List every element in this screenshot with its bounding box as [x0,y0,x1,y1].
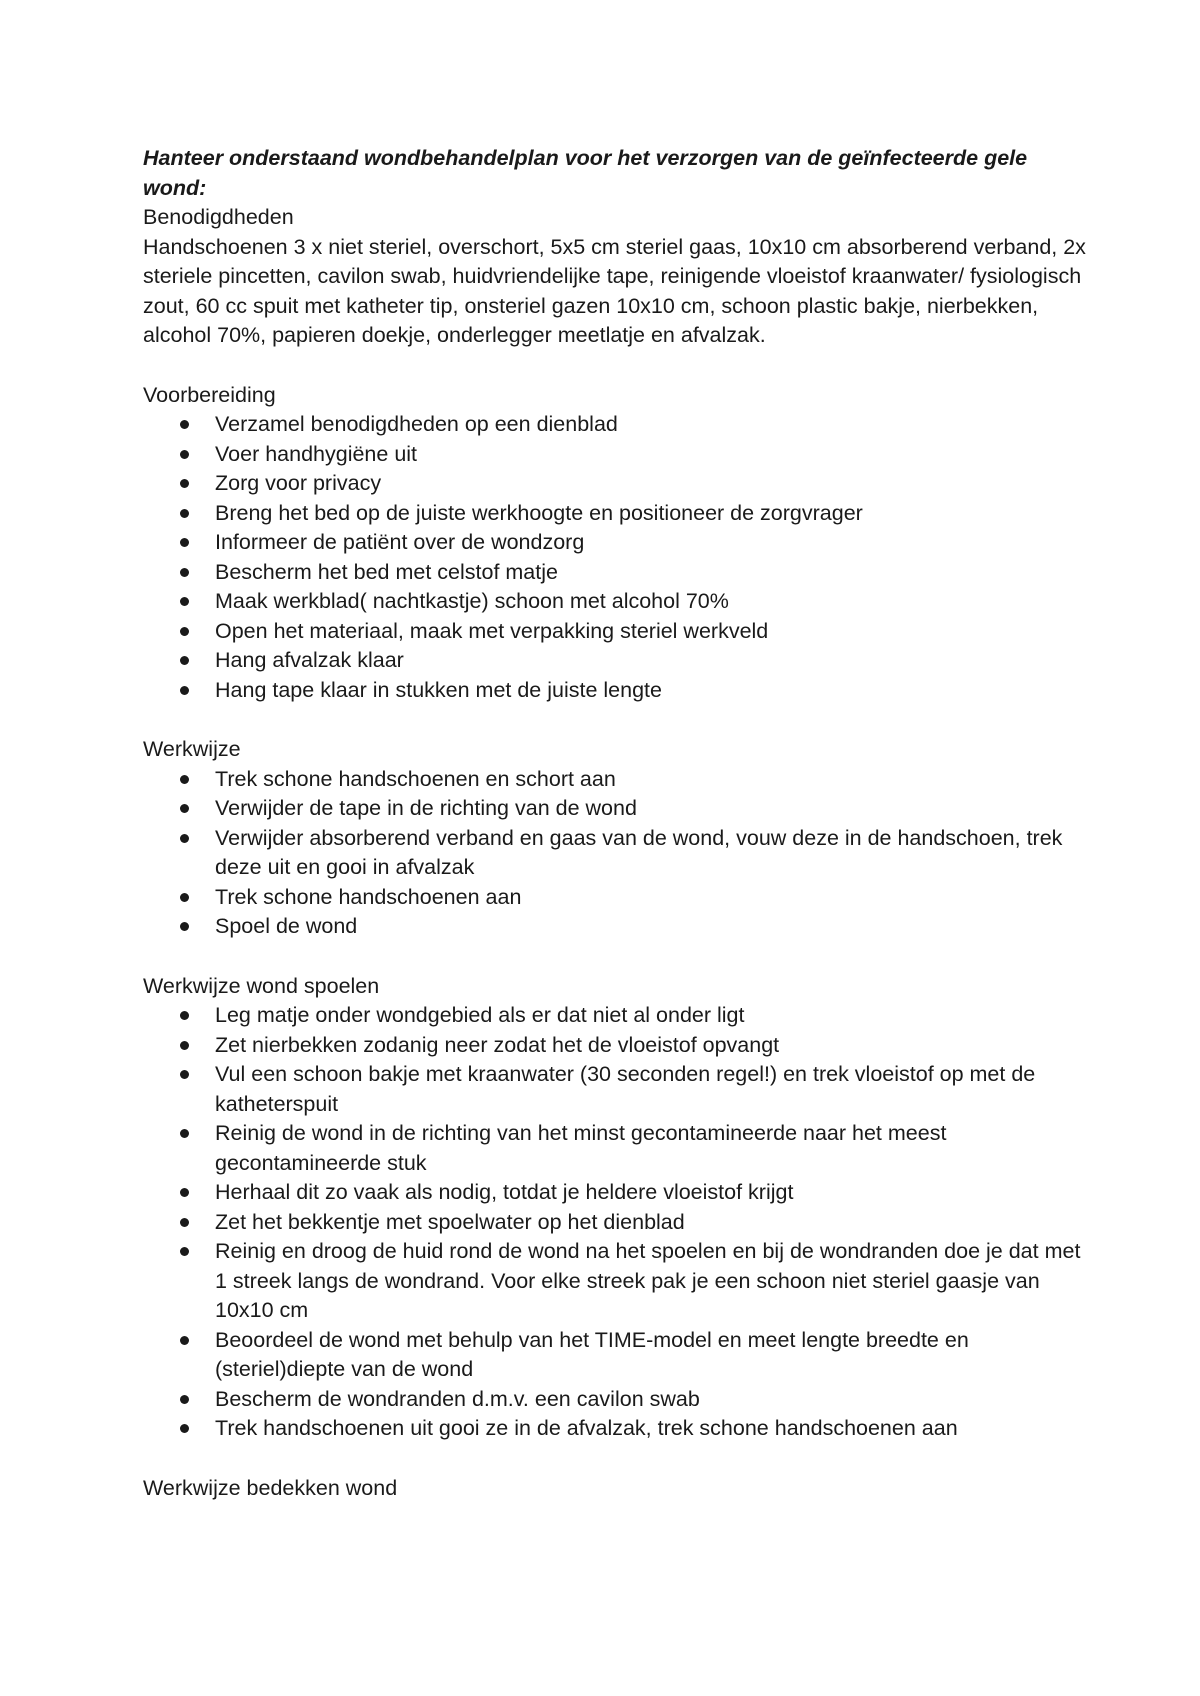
bullet-icon [180,1218,189,1227]
heading-werkwijze-spoelen: Werkwijze wond spoelen [143,973,380,998]
list-item [215,1326,1093,1385]
heading-werkwijze-bedekken: Werkwijze bedekken wond [143,1475,398,1500]
bullet-icon [180,450,189,459]
list-item [215,499,1093,529]
bullet-icon [180,479,189,488]
benodigdheden-text: Handschoenen 3 x niet steriel, overschort, 5x5 cm steriel gaas, 10x10 cm absorberend verband, 2x steriele pincetten, cavilon swab, huidvriendelijke tape, reinigende vloeistof kraanwater/ fysiologisch zout, 60 cc spuit met katheter tip, onsteriel gazen 10x10 cm, schoon plastic bakje, nierbekken, alcohol 70%, papieren doekje, onderlegger meetlatje en afvalzak. [143,234,1086,347]
list-item [215,912,1093,942]
spacer [143,1444,1093,1474]
list-item [215,1178,1093,1208]
list-item-text: Reinig en droog de huid rond de wond na het spoelen en bij de wondranden doe je dat met 1 streek langs de wondrand. Voor elke streek pak je een schoon niet steriel gaasje van 10x10 cm [215,1239,1081,1322]
document-title: Hanteer onderstaand wondbehandelplan voor het verzorgen van de geïnfecteerde gele wond: [143,146,1028,200]
list-item-text: Trek schone handschoenen aan [215,884,522,909]
heading-voorbereiding: Voorbereiding [143,382,276,407]
list-item-text: Bescherm de wondranden d.m.v. een cavilon swab [215,1386,700,1411]
bullet-icon [180,804,189,813]
list-item [215,676,1093,706]
list-item-text: Trek schone handschoenen en schort aan [215,766,616,791]
list-item-text: Spoel de wond [215,914,358,938]
list-item [215,765,1093,795]
bullet-icon [180,1424,189,1433]
bullet-icon [180,922,189,931]
bullet-icon [180,420,189,429]
list-item-text: Breng het bed op de juiste werkhoogte en positioneer de zorgvrager [215,500,863,525]
list-item [215,440,1093,470]
bullet-icon [180,1247,189,1256]
bullet-icon [180,656,189,665]
list-item-text: Hang afvalzak klaar [215,648,404,672]
list-item [215,587,1093,617]
werkwijze-spoelen-list [143,1001,1093,1444]
spacer [143,705,1093,735]
list-item [215,617,1093,647]
bullet-icon [180,1041,189,1050]
list-item-text: Verwijder de tape in de richting van de wond [215,796,637,820]
list-item [215,1208,1093,1238]
bullet-icon [180,1129,189,1138]
list-item [215,558,1093,588]
list-item-text: Verwijder absorberend verband en gaas van de wond, vouw deze in de handschoen, trek deze uit en gooi in afvalzak [215,825,1063,879]
bullet-icon [180,1336,189,1345]
werkwijze-list [143,765,1093,942]
list-item [215,883,1093,913]
list-item-text: Herhaal dit zo vaak als nodig, totdat je heldere vloeistof krijgt [215,1180,794,1204]
list-item [215,410,1093,440]
list-item [215,469,1093,499]
list-item [215,794,1093,824]
list-item-text: Vul een schoon bakje met kraanwater (30 seconden regel!) en trek vloeistof op met de katheterspuit [215,1062,1036,1116]
bullet-icon [180,686,189,695]
spacer [143,351,1093,381]
heading-benodigdheden: Benodigdheden [143,205,294,229]
bullet-icon [180,538,189,547]
list-item-text: Reinig de wond in de richting van het minst gecontamineerde naar het meest gecontamineerde stuk [215,1121,947,1175]
bullet-icon [180,568,189,577]
list-item-text: Informeer de patiënt over de wondzorg [215,530,585,554]
list-item-text: Open het materiaal, maak met verpakking steriel werkveld [215,618,769,643]
bullet-icon [180,1011,189,1020]
list-item [215,1060,1093,1119]
list-item [215,1119,1093,1178]
list-item-text: Voer handhygiëne uit [215,441,418,466]
document-page [143,144,1093,1503]
bullet-icon [180,834,189,843]
list-item-text: Zorg voor privacy [215,471,382,495]
spacer [143,942,1093,972]
bullet-icon [180,597,189,606]
bullet-icon [180,1188,189,1197]
voorbereiding-list [143,410,1093,705]
bullet-icon [180,627,189,636]
list-item-text: Beoordeel de wond met behulp van het TIME-model en meet lengte breedte en (steriel)diepte van de wond [215,1327,969,1381]
list-item-text: Verzamel benodigdheden op een dienblad [215,412,618,436]
list-item [215,824,1093,883]
list-item-text: Maak werkblad( nachtkastje) schoon met alcohol 70% [215,589,729,613]
list-item [215,528,1093,558]
list-item-text: Zet nierbekken zodanig neer zodat het de vloeistof opvangt [215,1032,780,1057]
list-item [215,1237,1093,1326]
list-item [215,1414,1093,1444]
list-item-text: Leg matje onder wondgebied als er dat niet al onder ligt [215,1003,745,1027]
heading-werkwijze: Werkwijze [143,737,241,761]
list-item-text: Bescherm het bed met celstof matje [215,559,558,584]
list-item [215,1001,1093,1031]
bullet-icon [180,893,189,902]
bullet-icon [180,509,189,518]
list-item-text: Trek handschoenen uit gooi ze in de afvalzak, trek schone handschoenen aan [215,1416,958,1440]
list-item [215,1031,1093,1061]
bullet-icon [180,775,189,784]
list-item-text: Zet het bekkentje met spoelwater op het dienblad [215,1209,685,1234]
bullet-icon [180,1395,189,1404]
list-item-text: Hang tape klaar in stukken met de juiste lengte [215,677,662,702]
bullet-icon [180,1070,189,1079]
list-item [215,646,1093,676]
list-item [215,1385,1093,1415]
